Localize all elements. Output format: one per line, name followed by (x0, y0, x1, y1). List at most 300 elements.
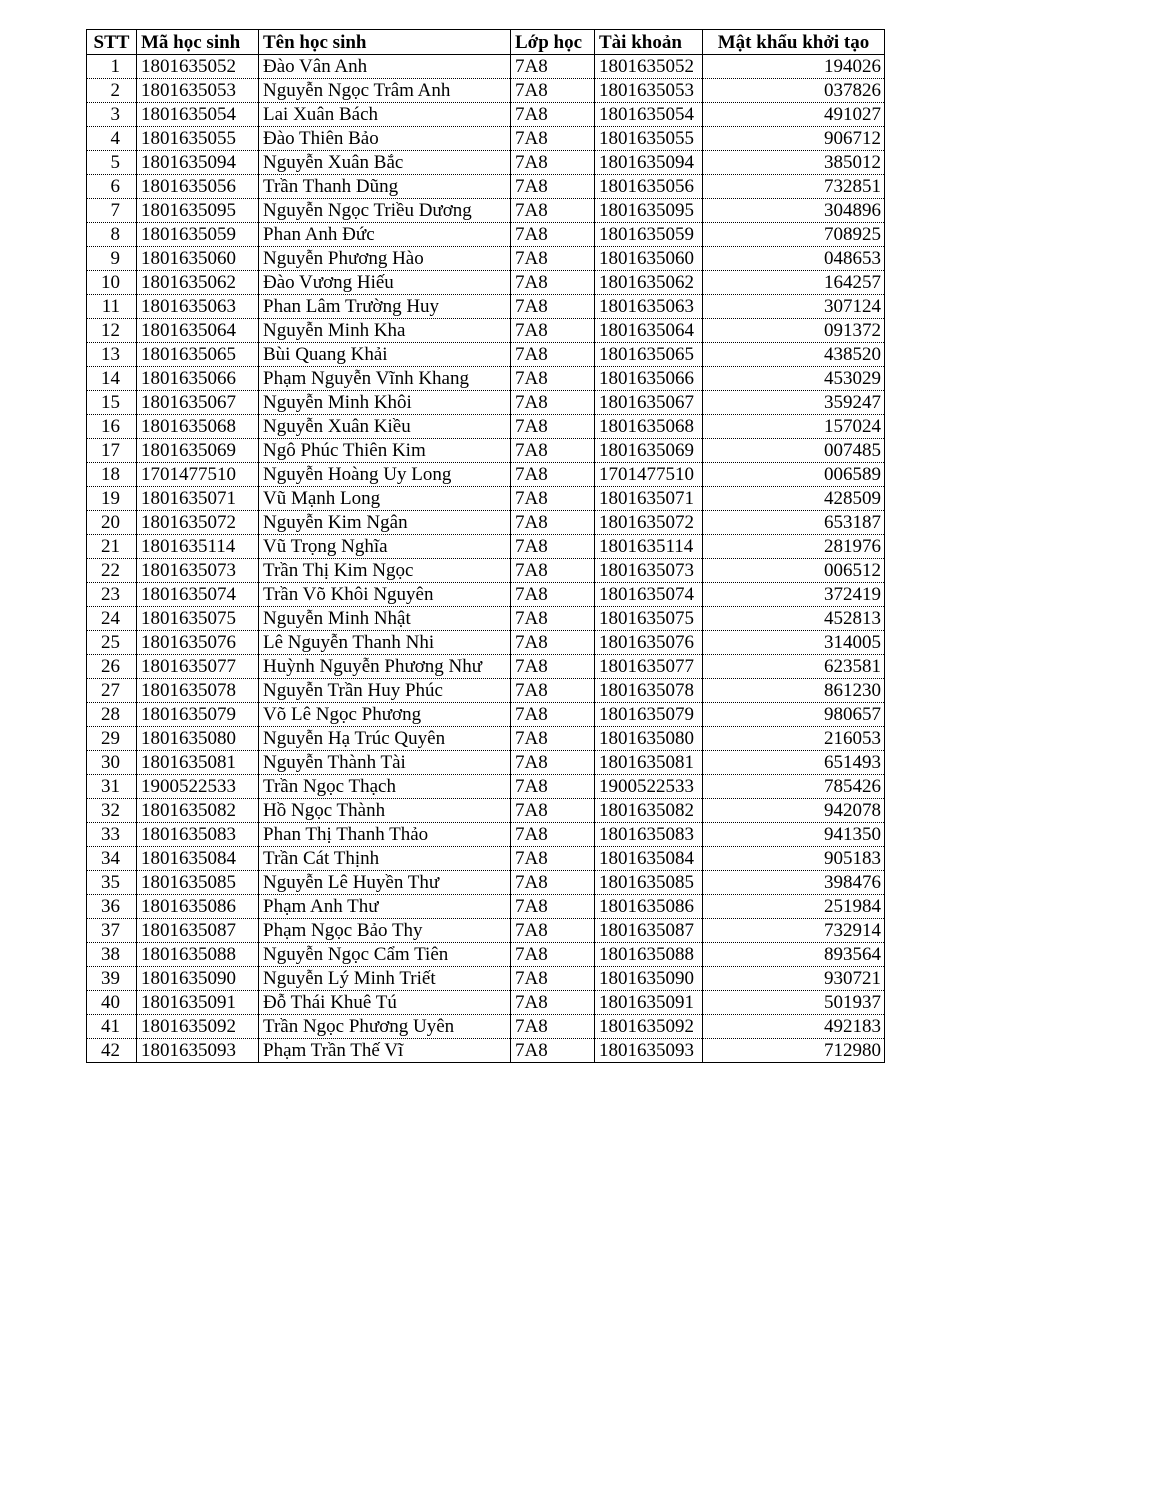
account-cell: 1801635083 (595, 823, 703, 847)
initial-password-cell: 037826 (703, 79, 885, 103)
student-id-cell: 1801635076 (137, 631, 259, 655)
student-name-cell: Nguyễn Kim Ngân (259, 511, 511, 535)
student-id-cell: 1801635114 (137, 535, 259, 559)
table-row (87, 199, 885, 223)
class-cell: 7A8 (511, 775, 595, 799)
table-row (87, 895, 885, 919)
student-name-cell: Nguyễn Lý Minh Triết (259, 967, 511, 991)
stt-cell: 9 (87, 247, 137, 271)
student-id-cell: 1801635060 (137, 247, 259, 271)
class-cell: 7A8 (511, 631, 595, 655)
student-id-cell: 1801635081 (137, 751, 259, 775)
student-name-cell: Phạm Trần Thế Vĩ (259, 1039, 511, 1063)
stt-cell: 30 (87, 751, 137, 775)
student-id-cell: 1801635075 (137, 607, 259, 631)
table-row (87, 511, 885, 535)
class-cell: 7A8 (511, 319, 595, 343)
student-id-cell: 1801635088 (137, 943, 259, 967)
student-name-cell: Nguyễn Ngọc Cẩm Tiên (259, 943, 511, 967)
stt-cell: 12 (87, 319, 137, 343)
table-row (87, 703, 885, 727)
account-cell: 1900522533 (595, 775, 703, 799)
table-row (87, 871, 885, 895)
student-name-cell: Phan Lâm Trường Huy (259, 295, 511, 319)
student-id-cell: 1801635066 (137, 367, 259, 391)
initial-password-cell: 251984 (703, 895, 885, 919)
class-cell: 7A8 (511, 79, 595, 103)
table-row (87, 487, 885, 511)
initial-password-cell: 906712 (703, 127, 885, 151)
account-cell: 1801635064 (595, 319, 703, 343)
class-cell: 7A8 (511, 343, 595, 367)
initial-password-cell: 194026 (703, 55, 885, 79)
initial-password-cell: 007485 (703, 439, 885, 463)
initial-password-cell: 048653 (703, 247, 885, 271)
stt-cell: 38 (87, 943, 137, 967)
account-cell: 1801635056 (595, 175, 703, 199)
account-cell: 1801635114 (595, 535, 703, 559)
class-cell: 7A8 (511, 199, 595, 223)
stt-cell: 26 (87, 655, 137, 679)
student-name-cell: Nguyễn Thành Tài (259, 751, 511, 775)
account-cell: 1801635059 (595, 223, 703, 247)
table-body (87, 55, 885, 1063)
table-row (87, 271, 885, 295)
stt-cell: 29 (87, 727, 137, 751)
stt-cell: 19 (87, 487, 137, 511)
stt-cell: 2 (87, 79, 137, 103)
initial-password-cell: 452813 (703, 607, 885, 631)
account-cell: 1801635067 (595, 391, 703, 415)
student-id-cell: 1801635086 (137, 895, 259, 919)
stt-cell: 18 (87, 463, 137, 487)
stt-cell: 36 (87, 895, 137, 919)
initial-password-cell: 304896 (703, 199, 885, 223)
student-id-cell: 1801635079 (137, 703, 259, 727)
account-cell: 1801635062 (595, 271, 703, 295)
student-id-cell: 1801635085 (137, 871, 259, 895)
student-id-cell: 1801635059 (137, 223, 259, 247)
student-id-cell: 1801635065 (137, 343, 259, 367)
initial-password-cell: 307124 (703, 295, 885, 319)
table-row (87, 559, 885, 583)
class-cell: 7A8 (511, 607, 595, 631)
stt-cell: 16 (87, 415, 137, 439)
class-cell: 7A8 (511, 391, 595, 415)
account-cell: 1801635086 (595, 895, 703, 919)
student-id-cell: 1801635078 (137, 679, 259, 703)
student-name-cell: Trần Ngọc Thạch (259, 775, 511, 799)
class-cell: 7A8 (511, 583, 595, 607)
class-cell: 7A8 (511, 727, 595, 751)
stt-cell: 31 (87, 775, 137, 799)
account-cell: 1801635090 (595, 967, 703, 991)
account-cell: 1801635054 (595, 103, 703, 127)
stt-cell: 32 (87, 799, 137, 823)
class-cell: 7A8 (511, 175, 595, 199)
table-row (87, 823, 885, 847)
stt-cell: 37 (87, 919, 137, 943)
table-row (87, 535, 885, 559)
class-cell: 7A8 (511, 271, 595, 295)
initial-password-cell: 491027 (703, 103, 885, 127)
initial-password-cell: 314005 (703, 631, 885, 655)
class-cell: 7A8 (511, 223, 595, 247)
student-id-cell: 1801635068 (137, 415, 259, 439)
table-row (87, 79, 885, 103)
student-name-cell: Vũ Mạnh Long (259, 487, 511, 511)
account-cell: 1801635066 (595, 367, 703, 391)
class-cell: 7A8 (511, 1039, 595, 1063)
account-cell: 1801635068 (595, 415, 703, 439)
account-cell: 1801635080 (595, 727, 703, 751)
account-cell: 1801635081 (595, 751, 703, 775)
student-name-cell: Nguyễn Hạ Trúc Quyên (259, 727, 511, 751)
stt-cell: 10 (87, 271, 137, 295)
stt-cell: 23 (87, 583, 137, 607)
student-id-cell: 1801635056 (137, 175, 259, 199)
table-row (87, 127, 885, 151)
class-cell: 7A8 (511, 919, 595, 943)
table-row (87, 751, 885, 775)
table-row (87, 943, 885, 967)
student-id-cell: 1801635080 (137, 727, 259, 751)
account-cell: 1801635084 (595, 847, 703, 871)
class-cell: 7A8 (511, 55, 595, 79)
student-id-cell: 1801635095 (137, 199, 259, 223)
class-cell: 7A8 (511, 655, 595, 679)
initial-password-cell: 428509 (703, 487, 885, 511)
stt-cell: 8 (87, 223, 137, 247)
class-cell: 7A8 (511, 943, 595, 967)
class-cell: 7A8 (511, 871, 595, 895)
student-id-cell: 1801635054 (137, 103, 259, 127)
student-name-cell: Nguyễn Minh Nhật (259, 607, 511, 631)
initial-password-cell: 438520 (703, 343, 885, 367)
initial-password-cell: 942078 (703, 799, 885, 823)
stt-cell: 4 (87, 127, 137, 151)
table-row (87, 919, 885, 943)
initial-password-cell: 732851 (703, 175, 885, 199)
student-name-cell: Nguyễn Minh Kha (259, 319, 511, 343)
class-cell: 7A8 (511, 895, 595, 919)
student-id-cell: 1801635082 (137, 799, 259, 823)
student-name-cell: Phan Thị Thanh Thảo (259, 823, 511, 847)
class-cell: 7A8 (511, 823, 595, 847)
student-name-cell: Lê Nguyễn Thanh Nhi (259, 631, 511, 655)
table-row (87, 391, 885, 415)
student-name-cell: Nguyễn Trần Huy Phúc (259, 679, 511, 703)
initial-password-cell: 732914 (703, 919, 885, 943)
table-row (87, 175, 885, 199)
stt-cell: 28 (87, 703, 137, 727)
student-name-cell: Đào Vương Hiếu (259, 271, 511, 295)
class-cell: 7A8 (511, 751, 595, 775)
class-cell: 7A8 (511, 367, 595, 391)
student-name-cell: Phạm Anh Thư (259, 895, 511, 919)
student-name-cell: Phạm Nguyễn Vĩnh Khang (259, 367, 511, 391)
student-id-cell: 1801635067 (137, 391, 259, 415)
account-cell: 1801635093 (595, 1039, 703, 1063)
stt-cell: 24 (87, 607, 137, 631)
stt-cell: 42 (87, 1039, 137, 1063)
student-name-cell: Huỳnh Nguyễn Phương Như (259, 655, 511, 679)
student-id-cell: 1801635072 (137, 511, 259, 535)
initial-password-cell: 708925 (703, 223, 885, 247)
header-row (87, 30, 885, 55)
student-id-cell: 1801635074 (137, 583, 259, 607)
initial-password-cell: 281976 (703, 535, 885, 559)
stt-cell: 25 (87, 631, 137, 655)
stt-cell: 34 (87, 847, 137, 871)
account-cell: 1801635071 (595, 487, 703, 511)
account-cell: 1801635069 (595, 439, 703, 463)
account-cell: 1801635078 (595, 679, 703, 703)
student-id-cell: 1801635092 (137, 1015, 259, 1039)
student-name-cell: Trần Ngọc Phương Uyên (259, 1015, 511, 1039)
class-cell: 7A8 (511, 991, 595, 1015)
stt-cell: 17 (87, 439, 137, 463)
student-name-cell: Vũ Trọng Nghĩa (259, 535, 511, 559)
class-cell: 7A8 (511, 799, 595, 823)
initial-password-cell: 623581 (703, 655, 885, 679)
initial-password-cell: 653187 (703, 511, 885, 535)
account-cell: 1801635075 (595, 607, 703, 631)
account-cell: 1801635072 (595, 511, 703, 535)
student-name-cell: Nguyễn Lê Huyền Thư (259, 871, 511, 895)
stt-cell: 6 (87, 175, 137, 199)
table-row (87, 439, 885, 463)
stt-cell: 15 (87, 391, 137, 415)
stt-cell: 35 (87, 871, 137, 895)
student-name-cell: Nguyễn Xuân Kiều (259, 415, 511, 439)
student-id-cell: 1801635090 (137, 967, 259, 991)
class-cell: 7A8 (511, 415, 595, 439)
account-cell: 1801635091 (595, 991, 703, 1015)
stt-cell: 40 (87, 991, 137, 1015)
student-id-cell: 1801635062 (137, 271, 259, 295)
class-cell: 7A8 (511, 439, 595, 463)
student-name-cell: Phạm Ngọc Bảo Thy (259, 919, 511, 943)
student-name-cell: Nguyễn Ngọc Trâm Anh (259, 79, 511, 103)
class-cell: 7A8 (511, 1015, 595, 1039)
header-initial-password: Mật khẩu khởi tạo (703, 30, 885, 55)
student-id-cell: 1801635063 (137, 295, 259, 319)
table-row (87, 295, 885, 319)
student-name-cell: Võ Lê Ngọc Phương (259, 703, 511, 727)
table-row (87, 55, 885, 79)
initial-password-cell: 893564 (703, 943, 885, 967)
header-account: Tài khoản (595, 30, 703, 55)
initial-password-cell: 492183 (703, 1015, 885, 1039)
account-cell: 1801635087 (595, 919, 703, 943)
stt-cell: 7 (87, 199, 137, 223)
initial-password-cell: 398476 (703, 871, 885, 895)
student-name-cell: Nguyễn Hoàng Uy Long (259, 463, 511, 487)
account-cell: 1801635094 (595, 151, 703, 175)
stt-cell: 11 (87, 295, 137, 319)
account-cell: 1801635082 (595, 799, 703, 823)
student-name-cell: Nguyễn Minh Khôi (259, 391, 511, 415)
stt-cell: 3 (87, 103, 137, 127)
student-id-cell: 1701477510 (137, 463, 259, 487)
class-cell: 7A8 (511, 679, 595, 703)
account-cell: 1801635073 (595, 559, 703, 583)
stt-cell: 27 (87, 679, 137, 703)
initial-password-cell: 006589 (703, 463, 885, 487)
student-name-cell: Đào Thiên Bảo (259, 127, 511, 151)
stt-cell: 5 (87, 151, 137, 175)
initial-password-cell: 905183 (703, 847, 885, 871)
table-row (87, 799, 885, 823)
header-student-name: Tên học sinh (259, 30, 511, 55)
student-id-cell: 1900522533 (137, 775, 259, 799)
student-name-cell: Trần Thị Kim Ngọc (259, 559, 511, 583)
student-name-cell: Đỗ Thái Khuê Tú (259, 991, 511, 1015)
initial-password-cell: 372419 (703, 583, 885, 607)
account-cell: 1801635079 (595, 703, 703, 727)
initial-password-cell: 941350 (703, 823, 885, 847)
initial-password-cell: 157024 (703, 415, 885, 439)
student-id-cell: 1801635069 (137, 439, 259, 463)
class-cell: 7A8 (511, 535, 595, 559)
student-account-table (86, 29, 885, 1063)
student-id-cell: 1801635094 (137, 151, 259, 175)
account-cell: 1801635074 (595, 583, 703, 607)
student-name-cell: Trần Võ Khôi Nguyên (259, 583, 511, 607)
initial-password-cell: 785426 (703, 775, 885, 799)
table-row (87, 1039, 885, 1063)
account-cell: 1801635065 (595, 343, 703, 367)
account-cell: 1801635085 (595, 871, 703, 895)
student-id-cell: 1801635077 (137, 655, 259, 679)
initial-password-cell: 091372 (703, 319, 885, 343)
class-cell: 7A8 (511, 511, 595, 535)
table-row (87, 103, 885, 127)
initial-password-cell: 216053 (703, 727, 885, 751)
table-row (87, 367, 885, 391)
student-name-cell: Nguyễn Phương Hào (259, 247, 511, 271)
table-row (87, 679, 885, 703)
table-row (87, 631, 885, 655)
student-name-cell: Trần Thanh Dũng (259, 175, 511, 199)
table-row (87, 607, 885, 631)
student-id-cell: 1801635087 (137, 919, 259, 943)
stt-cell: 14 (87, 367, 137, 391)
table-row (87, 583, 885, 607)
initial-password-cell: 861230 (703, 679, 885, 703)
student-id-cell: 1801635083 (137, 823, 259, 847)
account-cell: 1801635092 (595, 1015, 703, 1039)
student-id-cell: 1801635093 (137, 1039, 259, 1063)
stt-cell: 1 (87, 55, 137, 79)
stt-cell: 13 (87, 343, 137, 367)
table-row (87, 967, 885, 991)
class-cell: 7A8 (511, 127, 595, 151)
account-cell: 1801635053 (595, 79, 703, 103)
table-row (87, 223, 885, 247)
class-cell: 7A8 (511, 151, 595, 175)
header-stt: STT (87, 30, 137, 55)
student-name-cell: Trần Cát Thịnh (259, 847, 511, 871)
student-name-cell: Phan Anh Đức (259, 223, 511, 247)
student-name-cell: Ngô Phúc Thiên Kim (259, 439, 511, 463)
student-id-cell: 1801635053 (137, 79, 259, 103)
initial-password-cell: 651493 (703, 751, 885, 775)
stt-cell: 41 (87, 1015, 137, 1039)
table-row (87, 991, 885, 1015)
class-cell: 7A8 (511, 487, 595, 511)
initial-password-cell: 359247 (703, 391, 885, 415)
class-cell: 7A8 (511, 247, 595, 271)
account-cell: 1801635052 (595, 55, 703, 79)
student-id-cell: 1801635084 (137, 847, 259, 871)
header-class: Lớp học (511, 30, 595, 55)
stt-cell: 33 (87, 823, 137, 847)
account-cell: 1801635063 (595, 295, 703, 319)
table-row (87, 775, 885, 799)
account-cell: 1801635076 (595, 631, 703, 655)
initial-password-cell: 980657 (703, 703, 885, 727)
student-name-cell: Lai Xuân Bách (259, 103, 511, 127)
student-name-cell: Bùi Quang Khải (259, 343, 511, 367)
stt-cell: 22 (87, 559, 137, 583)
stt-cell: 21 (87, 535, 137, 559)
account-cell: 1801635060 (595, 247, 703, 271)
account-cell: 1701477510 (595, 463, 703, 487)
table-row (87, 1015, 885, 1039)
student-name-cell: Nguyễn Ngọc Triều Dương (259, 199, 511, 223)
initial-password-cell: 930721 (703, 967, 885, 991)
table-row (87, 415, 885, 439)
class-cell: 7A8 (511, 847, 595, 871)
class-cell: 7A8 (511, 967, 595, 991)
student-id-cell: 1801635055 (137, 127, 259, 151)
student-id-cell: 1801635064 (137, 319, 259, 343)
account-cell: 1801635088 (595, 943, 703, 967)
student-id-cell: 1801635073 (137, 559, 259, 583)
student-id-cell: 1801635071 (137, 487, 259, 511)
table-row (87, 463, 885, 487)
table-row (87, 343, 885, 367)
class-cell: 7A8 (511, 295, 595, 319)
table-row (87, 847, 885, 871)
student-id-cell: 1801635052 (137, 55, 259, 79)
student-name-cell: Đào Vân Anh (259, 55, 511, 79)
class-cell: 7A8 (511, 103, 595, 127)
table-row (87, 655, 885, 679)
initial-password-cell: 164257 (703, 271, 885, 295)
student-id-cell: 1801635091 (137, 991, 259, 1015)
class-cell: 7A8 (511, 463, 595, 487)
account-cell: 1801635095 (595, 199, 703, 223)
initial-password-cell: 006512 (703, 559, 885, 583)
table-row (87, 319, 885, 343)
table-header (87, 30, 885, 55)
initial-password-cell: 501937 (703, 991, 885, 1015)
table-row (87, 247, 885, 271)
class-cell: 7A8 (511, 703, 595, 727)
initial-password-cell: 712980 (703, 1039, 885, 1063)
initial-password-cell: 453029 (703, 367, 885, 391)
class-cell: 7A8 (511, 559, 595, 583)
account-cell: 1801635077 (595, 655, 703, 679)
stt-cell: 20 (87, 511, 137, 535)
table-row (87, 151, 885, 175)
header-student-id: Mã học sinh (137, 30, 259, 55)
initial-password-cell: 385012 (703, 151, 885, 175)
stt-cell: 39 (87, 967, 137, 991)
